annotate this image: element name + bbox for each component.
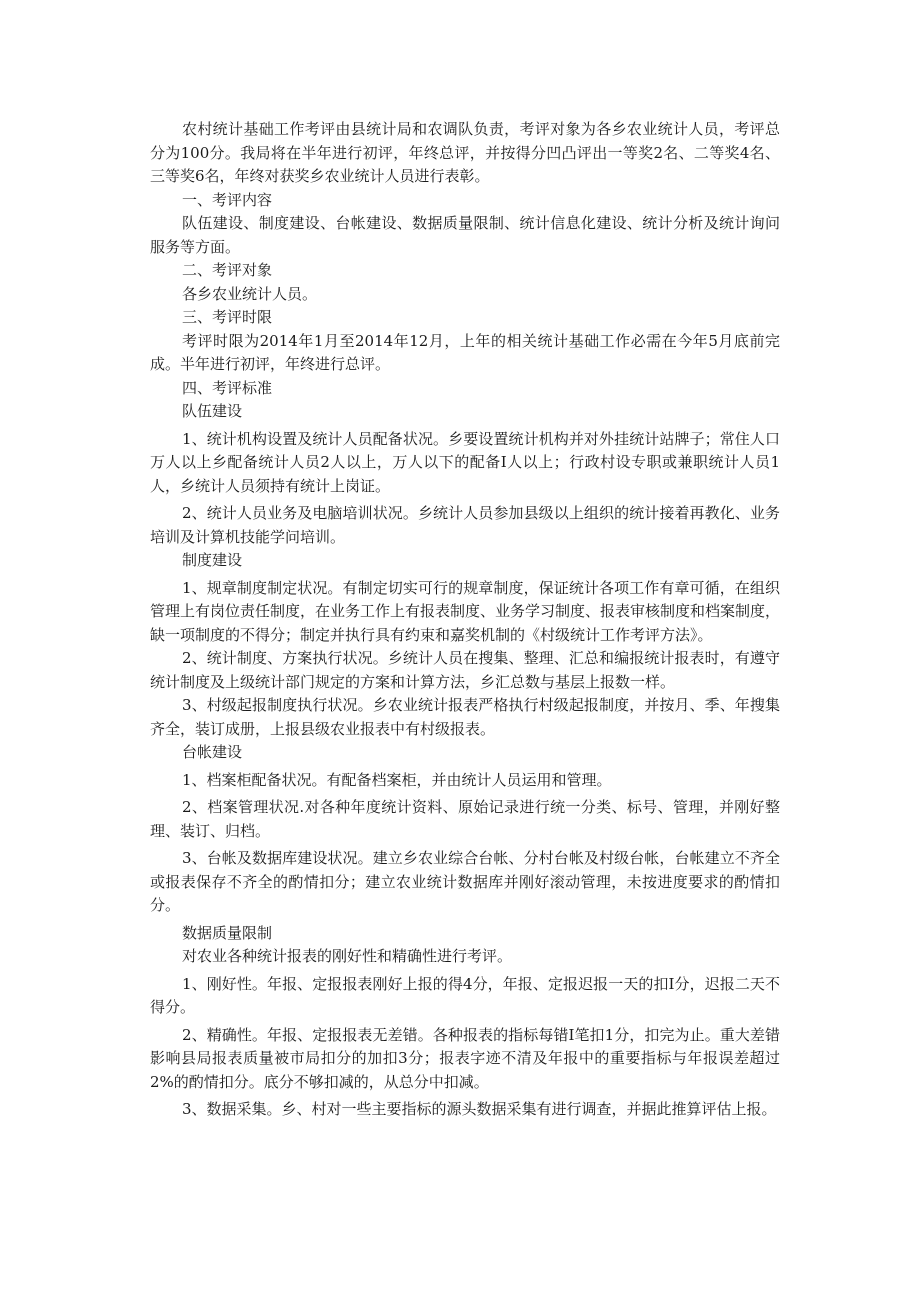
- system-item-2: 2、统计制度、方案执行状况。乡统计人员在搜集、整理、汇总和编报统计报表时，有遵守统计制度及上级统计部门规定的方案和计算方法，乡汇总数与基层上报数一样。: [150, 649, 780, 691]
- period-paragraph: 考评时限为2014年1月至2014年12月，上年的相关统计基础工作必需在今年5月底前完成。半年进行初评，年终进行总评。: [150, 331, 780, 373]
- quality-item-1: 1、刚好性。年报、定报报表刚好上报的得4分，年报、定报迟报一天的扣I分，迟报二天不得分。: [150, 974, 780, 1016]
- subheading-system: 制度建设: [182, 551, 243, 569]
- quality-item-3: 3、数据采集。乡、村对一些主要指标的源头数据采集有进行调查，并据此推算评估上报。: [182, 1100, 777, 1118]
- target-paragraph: 各乡农业统计人员。: [182, 284, 318, 303]
- system-item-3: 3、村级起报制度执行状况。乡农业统计报表严格执行村级起报制度，并按月、季、年搜集齐全，装订成册，上报县级农业报表中有村级报表。: [150, 696, 780, 738]
- team-item-1: 1、统计机构设置及统计人员配备状况。乡要设置统计机构并对外挂统计站牌子；常住人口万人以上乡配备统计人员2人以上，万人以下的配备I人以上；行政村设专职或兼职统计人员1人，乡统计人员须持有统计上岗证。: [150, 429, 780, 495]
- ledger-item-3: 3、台帐及数据库建设状况。建立乡农业综合台帐、分村台帐及村级台帐，台帐建立不齐全或报表保存不齐全的酌情扣分；建立农业统计数据库并刚好滚动管理，未按进度要求的酌情扣分。: [150, 849, 780, 914]
- section-heading-target: 二、考评对象: [182, 261, 273, 279]
- subheading-quality: 数据质量限制: [182, 923, 273, 942]
- section-heading-standard: 四、考评标准: [182, 378, 273, 397]
- system-item-1: 1、规章制度制定状况。有制定切实可行的规章制度，保证统计各项工作有章可循，在组织管理上有岗位责任制度，在业务工作上有报表制度、业务学习制度、报表审核制度和档案制度，缺一项制度的不得分；制定并执行具有约束和嘉奖机制的《村级统计工作考评方法》。: [150, 578, 781, 644]
- quality-intro: 对农业各种统计报表的刚好性和精确性进行考评。: [182, 947, 513, 965]
- content-paragraph: 队伍建设、制度建设、台帐建设、数据质量限制、统计信息化建设、统计分析及统计询问服务等方面。: [150, 214, 780, 256]
- document-body: [150, 118, 780, 1122]
- section-heading-content: 一、考评内容: [182, 190, 273, 209]
- subheading-team: 队伍建设: [182, 402, 243, 420]
- subheading-ledger: 台帐建设: [182, 743, 243, 761]
- ledger-item-2: 2、档案管理状况.对各种年度统计资料、原始记录进行统一分类、标号、管理，并刚好整理、装订、归档。: [150, 798, 780, 840]
- intro-paragraph: 农村统计基础工作考评由县统计局和农调队负责，考评对象为各乡农业统计人员，考评总分为100分。我局将在半年进行初评，年终总评，并按得分凹凸评出一等奖2名、二等奖4名、三等奖6名，年终对获奖乡农业统计人员进行表彰。: [150, 120, 780, 185]
- section-heading-period: 三、考评时限: [182, 308, 273, 326]
- quality-item-2: 2、精确性。年报、定报报表无差错。各种报表的指标每错I笔扣1分，扣完为止。重大差错影响县局报表质量被市局扣分的加扣3分；报表字迹不清及年报中的重要指标与年报误差超过2%的酌情扣分。底分不够扣减的，从总分中扣减。: [150, 1025, 780, 1091]
- team-item-2: 2、统计人员业务及电脑培训状况。乡统计人员参加县级以上组织的统计接着再教化、业务培训及计算机技能学问培训。: [150, 504, 780, 546]
- ledger-item-1: 1、档案柜配备状况。有配备档案柜，并由统计人员运用和管理。: [182, 770, 612, 789]
